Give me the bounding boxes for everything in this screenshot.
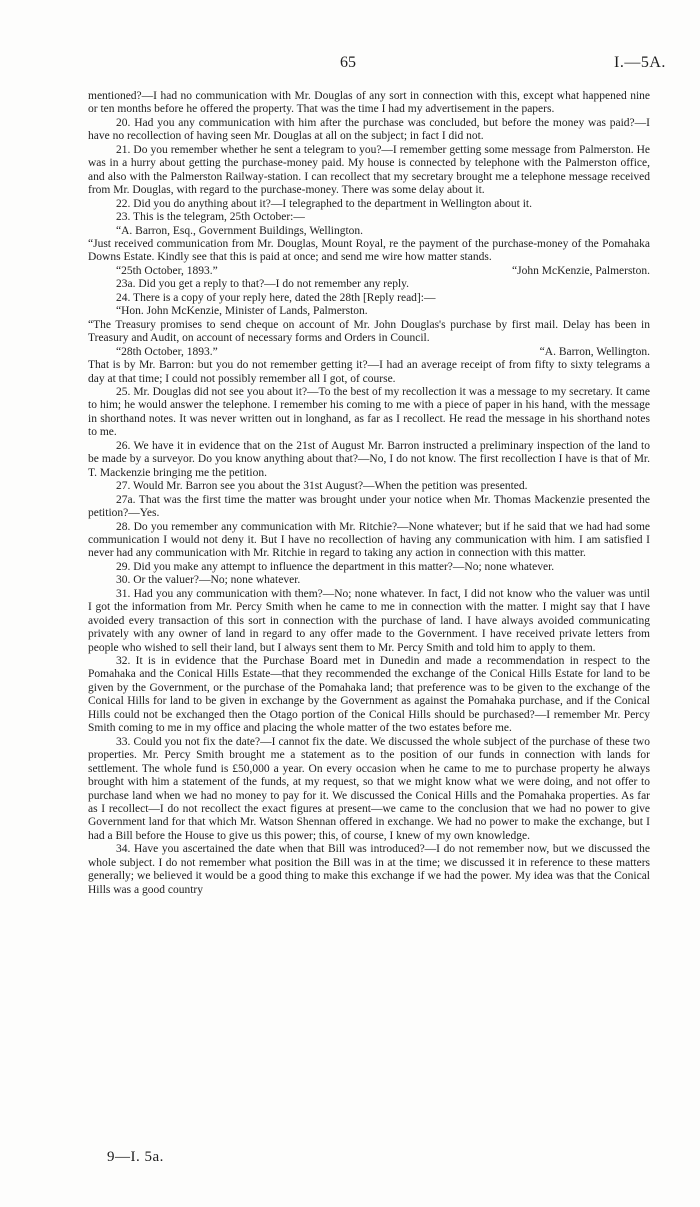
paragraph: 32. It is in evidence that the Purchase Board met in Dunedin and made a recommendation in respect to the Pomahaka and the Conical Hills Estate—that they recommended the exchange of the Conical Hills Estate for land to be given by the Government, or the purchase of the Pomahaka land; that preference was to be given to the exchange of the Conical Hills for land to be given in exchange by the Government as against the Pomahaka purchase, and if the Conical Hills could not be exchanged then the Otago portion of the Conical Hills should be purchased?—I remember Mr. Percy Smith coming to me in my office and placing the whole matter of the two estates before me.: [88, 655, 650, 735]
page-number: 65: [340, 54, 356, 71]
paragraph: “The Treasury promises to send cheque on account of Mr. John Douglas's purchase by first mail. Delay has been in Treasury and Audit, on account of necessary forms and Orders in Council.: [88, 318, 650, 345]
paragraph: 33. Could you not fix the date?—I cannot fix the date. We discussed the whole subject of the purchase of these two properties. Mr. Percy Smith brought me a statement as to the position of our funds in connection with lands for settlement. The whole fund is £50,000 a year. On every occasion when he came to me to purchase property he always brought with him a statement of the funds, at my request, so that we might know what we were doing, and not offer to purchase land when we had no money to pay for it. We discussed the Conical Hills and the Pomahaka properties. As far as I recollect—I do not recollect the exact figures at present—we came to the conclusion that we had no power to give Government land for that which Mr. Watson Shennan offered in exchange. We had no power to make the exchange, but I had a Bill before the House to give us this power; this, of course, I knew of my own knowledge.: [88, 735, 650, 842]
paragraph: 34. Have you ascertained the date when that Bill was introduced?—I do not remember now, but we discussed the whole subject. I do not remember what position the Bill was in at the time; we discussed it in reference to these matters generally; we believed it would be a good thing to make this exchange if we had the power. My idea was that the Conical Hills was a good country: [88, 843, 650, 896]
paragraph: mentioned?—I had no communication with Mr. Douglas of any sort in connection with this, except what happened nine or ten months before he offered the property. That was the time I had my advertisement in the papers.: [88, 90, 650, 116]
paragraph: 28. Do you remember any communication with Mr. Ritchie?—None whatever; but if he said that we had had some communication I would not deny it. But I have no recollection of having any communication with him. I am satisfied I never had any communication with Mr. Ritchie in regard to taking any action in connection with this matter.: [88, 520, 650, 560]
signature-mark: 9—I. 5a.: [107, 1149, 164, 1165]
paragraph: “A. Barron, Esq., Government Buildings, Wellington.: [116, 224, 364, 237]
paragraph: 24. There is a copy of your reply here, dated the 28th [Reply read]:—: [116, 291, 436, 304]
telegram-sender: “A. Barron, Wellington.: [539, 345, 650, 358]
paragraph: 26. We have it in evidence that on the 21st of August Mr. Barron instructed a preliminary inspection of the land to be made by a surveyor. Do you know anything about that?—No, I do not know. The first recollection I have is that of Mr. T. Mackenzie bringing me the petition.: [88, 439, 650, 479]
paragraph: 29. Did you make any attempt to influence the department in this matter?—No; none whatever.: [116, 560, 555, 573]
paragraph: 23. This is the telegram, 25th October:—: [116, 211, 305, 224]
paragraph: 27. Would Mr. Barron see you about the 31st August?—When the petition was presented.: [116, 480, 528, 493]
paragraph: 22. Did you do anything about it?—I telegraphed to the department in Wellington about it.: [116, 197, 532, 210]
paragraph: “Just received communication from Mr. Douglas, Mount Royal, re the payment of the purchase-money of the Pomahaka Downs Estate. Kindly see that this is paid at once; and send me wire how matter stands.: [88, 237, 650, 264]
paragraph: 21. Do you remember whether he sent a telegram to you?—I remember getting some message from Palmerston. He was in a hurry about getting the purchase-money paid. My house is connected by telephone with the Palmerston office, and also with the Palmerston Railway-station. I can recollect that my secretary brought me a telephone message received from Mr. Douglas, with regard to the purchase-money. There was some delay about it.: [88, 143, 650, 197]
paragraph: 27a. That was the first time the matter was brought under your notice when Mr. Thomas Mackenzie presented the petition?—Yes.: [88, 493, 650, 520]
telegram-sender: “John McKenzie, Palmerston.: [512, 264, 650, 277]
paragraph: “Hon. John McKenzie, Minister of Lands, Palmerston.: [116, 305, 368, 318]
paragraph: 23a. Did you get a reply to that?—I do not remember any reply.: [116, 278, 410, 291]
document-reference: I.—5A.: [614, 54, 666, 71]
page-header: [0, 54, 700, 74]
telegram-signature-line: [88, 346, 650, 359]
paragraph: That is by Mr. Barron: but you do not remember getting it?—I had an average receipt of from fifty to sixty telegrams a day at that time; I could not possibly remember all I got, of course.: [88, 359, 650, 385]
paragraph: 30. Or the valuer?—No; none whatever.: [116, 574, 301, 587]
document-body: [88, 90, 650, 897]
paragraph: 31. Had you any communication with them?—No; none whatever. In fact, I did not know who the valuer was until I got the information from Mr. Percy Smith when he came to me in connection with the matter. I might say that I have avoided every transaction of this sort in connection with the purchase of land. I have always avoided communicating privately with any owner of land in regard to any offer made to the Government. I have received private letters from people who wished to sell their land, but I always sent them to Mr. Percy Smith and told him to apply to them.: [88, 587, 650, 654]
telegram-date: “28th October, 1893.”: [116, 345, 218, 358]
telegram-date: “25th October, 1893.”: [116, 264, 218, 277]
paragraph: 25. Mr. Douglas did not see you about it?—To the best of my recollection it was a message to my secretary. It came to him; he would answer the telephone. I remember his coming to me with a piece of paper in his hand, with the message in shorthand notes. It was never written out in longhand, as far as I recollect. He read the message in his shorthand notes to me.: [88, 385, 650, 439]
paragraph: 20. Had you any communication with him after the purchase was concluded, but before the money was paid?—I have no recollection of having seen Mr. Douglas at all on the subject; in fact I did not.: [88, 116, 650, 143]
telegram-signature-line: [88, 265, 650, 278]
